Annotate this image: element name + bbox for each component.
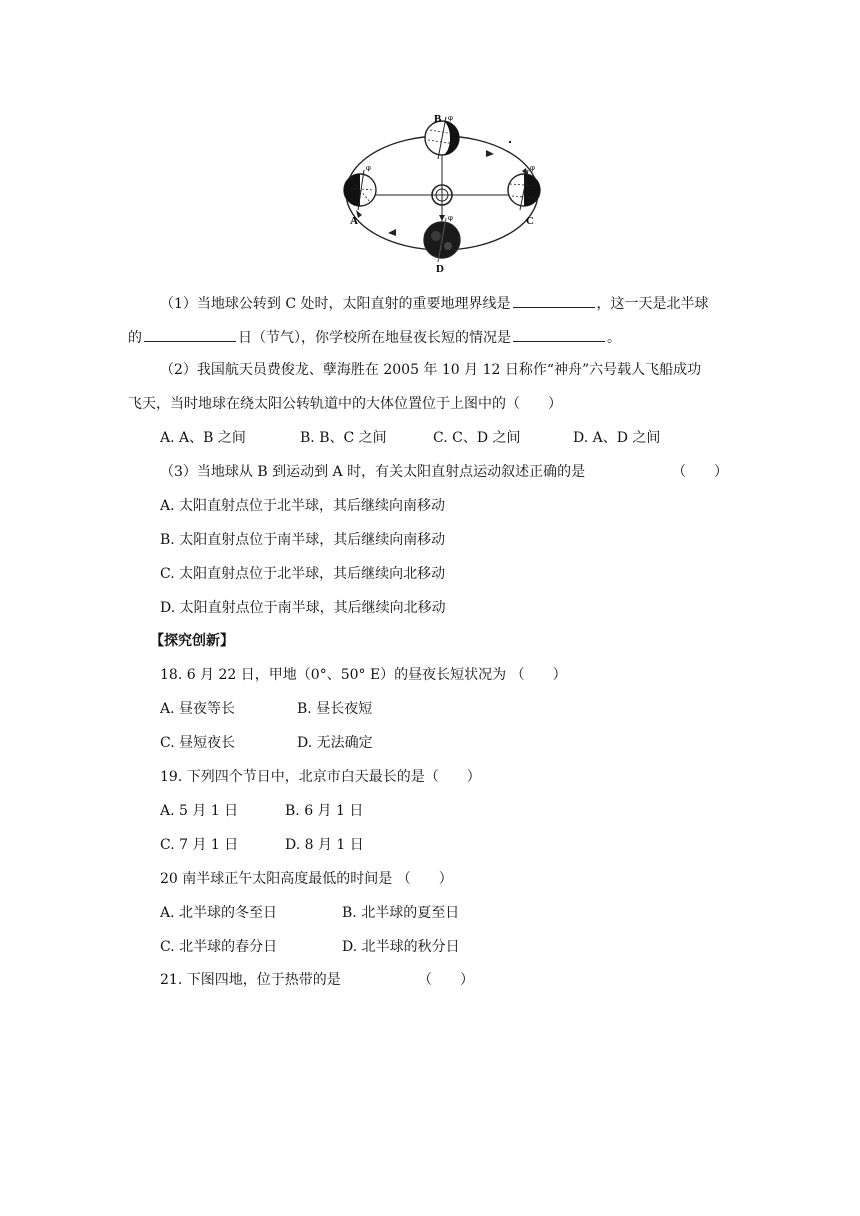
label-c: C <box>526 215 534 227</box>
q21-stem: 21. 下图四地，位于热带的是 <box>160 972 341 988</box>
q17-sub2-line1: （2）我国航天员费俊龙、孽海胜在 2005 年 10 月 12 日称作“神舟”六号载人飞船成功 <box>160 362 702 378</box>
svg-text:φ: φ <box>448 114 453 122</box>
earth-position-a <box>344 164 376 210</box>
q17-sub3-option-c[interactable]: C. 太阳直射点位于北半球，其后继续向北移动 <box>160 566 446 582</box>
option-c[interactable]: C. 昼短夜长 <box>160 735 236 751</box>
earth-position-d <box>424 214 460 262</box>
label-b: B <box>434 113 442 125</box>
option-c[interactable]: C. 北半球的春分日 <box>160 939 278 955</box>
label-a: A <box>350 215 358 227</box>
q17-sub1-text: ，这一天是北半球 <box>596 296 709 312</box>
q17-sub1-text: （1）当地球公转到 C 处时，太阳直射的重要地理界线是 <box>160 296 511 312</box>
option-b[interactable]: B. 北半球的夏至日 <box>342 905 460 921</box>
svg-text:φ: φ <box>448 214 453 222</box>
orbit-arrow-bottom <box>388 229 396 236</box>
label-d: D <box>436 263 444 275</box>
option-d[interactable]: D. 北半球的秋分日 <box>342 939 460 955</box>
q17-sub1-text: 日（节气），你学校所在地昼夜长短的情况是 <box>238 330 511 346</box>
option-a[interactable]: A. A、B 之间 <box>160 430 246 446</box>
option-b[interactable]: B. B、C 之间 <box>300 430 387 446</box>
answer-blank-solar-term[interactable] <box>144 326 236 342</box>
q19-stem: 19. 下列四个节日中，北京市白天最长的是（ ） <box>160 769 481 785</box>
svg-text:φ: φ <box>530 164 535 172</box>
q17-sub3-option-a[interactable]: A. 太阳直射点位于北半球，其后继续向南移动 <box>160 498 446 514</box>
option-c[interactable]: C. 7 月 1 日 <box>160 837 239 853</box>
option-d[interactable]: D. A、D 之间 <box>573 430 661 446</box>
q18-stem: 18. 6 月 22 日，甲地（0°、50° E）的昼夜长短状况为 （ ） <box>160 667 567 683</box>
option-d[interactable]: D. 8 月 1 日 <box>285 837 364 853</box>
option-d[interactable]: D. 无法确定 <box>297 735 373 751</box>
option-b[interactable]: B. 6 月 1 日 <box>285 803 364 819</box>
earth-orbit-diagram <box>336 108 562 276</box>
answer-blank-day-night[interactable] <box>513 326 605 342</box>
q17-sub3-paren[interactable]: （ ） <box>672 464 728 480</box>
q17-sub3-option-d[interactable]: D. 太阳直射点位于南半球，其后继续向北移动 <box>160 600 446 616</box>
section-title: 【探究创新】 <box>150 633 234 649</box>
option-a[interactable]: A. 5 月 1 日 <box>160 803 239 819</box>
q21-paren[interactable]: （ ） <box>418 972 474 988</box>
q17-sub3-option-b[interactable]: B. 太阳直射点位于南半球，其后继续向南移动 <box>160 532 446 548</box>
q17-sub1-line1 <box>160 292 709 314</box>
option-a[interactable]: A. 昼夜等长 <box>160 701 236 717</box>
svg-text:φ: φ <box>366 164 371 172</box>
q20-stem: 20 南半球正午太阳高度最低的时间是 （ ） <box>160 871 453 887</box>
q17-sub1-line2 <box>128 326 621 348</box>
q17-sub1-text: 的 <box>128 330 142 346</box>
option-b[interactable]: B. 昼长夜短 <box>297 701 373 717</box>
earth-position-b <box>425 114 459 159</box>
q17-sub2-line2: 飞天，当时地球在绕太阳公转轨道中的大体位置位于上图中的（ ） <box>128 396 562 412</box>
q17-sub3-stem: （3）当地球从 B 到运动到 A 时，有关太阳直射点运动叙述正确的是 <box>160 464 586 480</box>
orbit-arrow-top <box>486 150 494 157</box>
option-a[interactable]: A. 北半球的冬至日 <box>160 905 278 921</box>
answer-blank-boundary[interactable] <box>513 292 595 308</box>
option-c[interactable]: C. C、D 之间 <box>433 430 521 446</box>
q17-sub1-text: 。 <box>607 330 621 346</box>
